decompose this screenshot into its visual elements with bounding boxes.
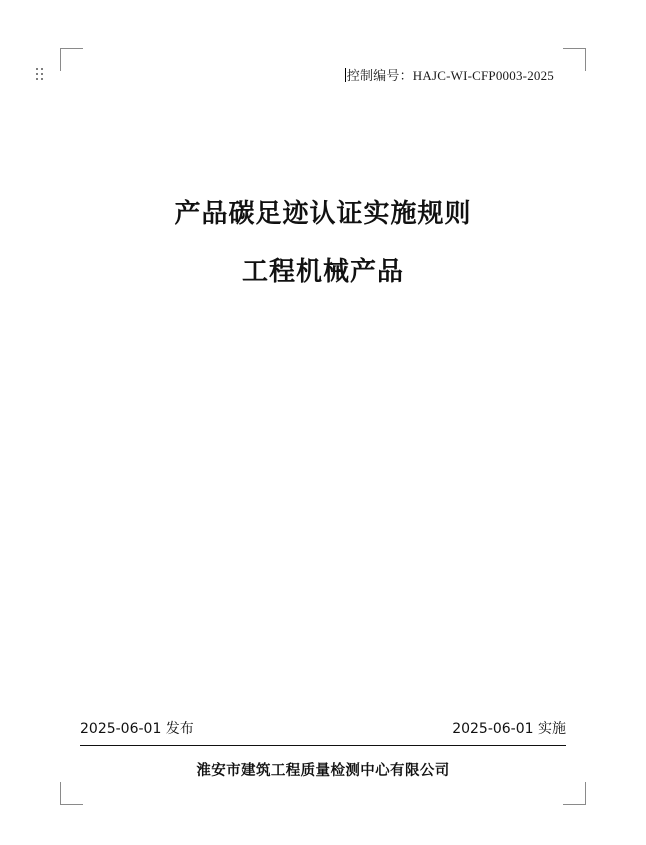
document-title-line-1: 产品碳足迹认证实施规则 — [174, 199, 472, 229]
crop-mark-bottom-right-icon — [563, 782, 586, 805]
text-cursor-icon — [345, 68, 346, 82]
control-number-text: 控制编号：HAJC-WI-CFP0003-2025 — [346, 68, 554, 83]
control-number-header — [0, 65, 554, 84]
issue-date: 2025-06-01 发布 — [80, 721, 194, 737]
issue-dates-row — [80, 718, 566, 738]
document-title-line-2: 工程机械产品 — [241, 257, 404, 287]
effective-date: 2025-06-01 实施 — [452, 721, 566, 737]
title-block — [0, 190, 646, 296]
crop-mark-top-right-icon — [563, 48, 586, 71]
footer-divider — [80, 745, 566, 746]
issuing-organization: 淮安市建筑工程质量检测中心有限公司 — [196, 763, 450, 779]
crop-mark-bottom-left-icon — [60, 782, 83, 805]
